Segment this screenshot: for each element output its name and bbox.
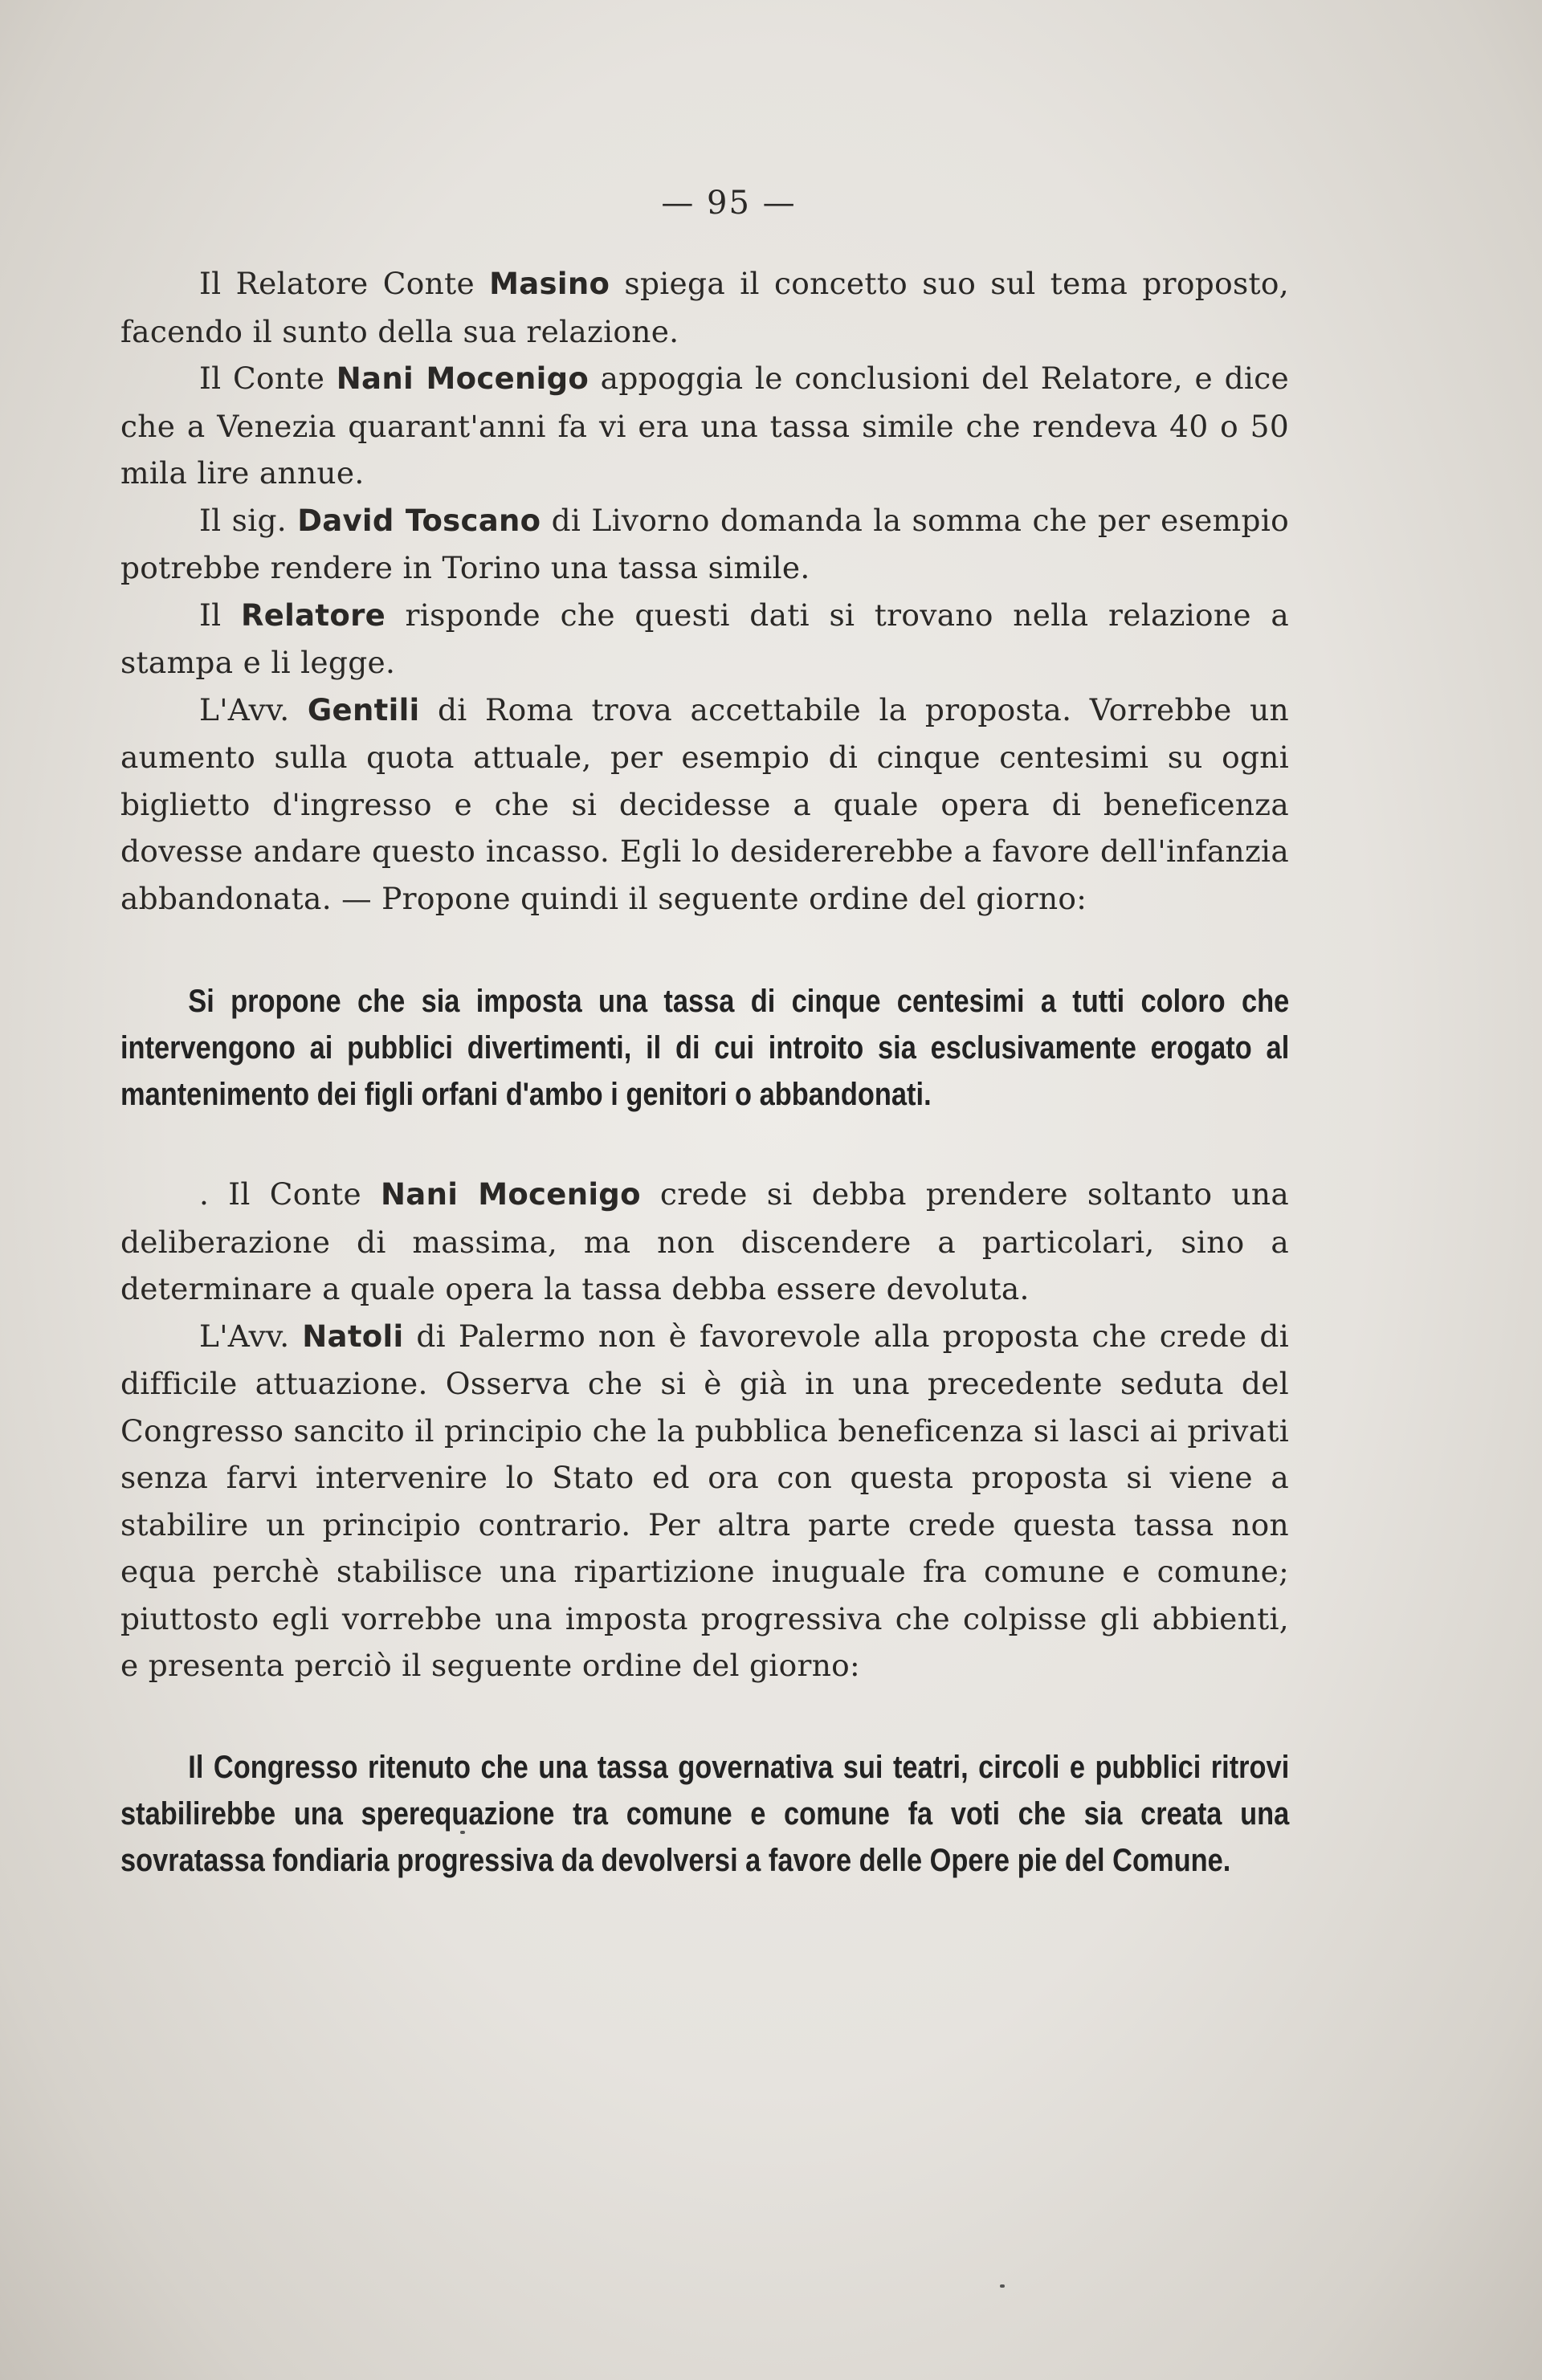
ink-speck <box>1000 2284 1005 2288</box>
paragraph-text: . Il Conte <box>199 1176 381 1212</box>
paragraph <box>120 355 1289 497</box>
paragraph-text: spiega il concetto suo sul tema proposto, facendo il sunto della sua relazione. <box>120 266 1289 349</box>
paragraph <box>120 1171 1289 1313</box>
page-number: — 95 — <box>661 185 797 222</box>
paragraph-text: Il sig. <box>199 502 298 538</box>
paragraph <box>120 1313 1289 1689</box>
paragraph-text: risponde che questi dati si trovano nella relazione a stampa e li legge. <box>120 597 1289 680</box>
paragraph-text: Il <box>199 597 241 633</box>
ink-speck <box>460 1831 465 1834</box>
paragraph-text: L'Avv. <box>199 1318 303 1354</box>
speaker-name: Nani Mocenigo <box>336 361 589 396</box>
paragraph-text: crede si debba prendere soltanto una deliberazione di massima, ma non discendere a particolari, sino a determinare a quale opera la tassa debba essere devoluta. <box>120 1176 1289 1306</box>
page-text <box>120 185 1289 1884</box>
paragraph-text: Il Conte <box>199 361 337 396</box>
speaker-name: Nani Mocenigo <box>381 1177 641 1212</box>
speaker-name: Natoli <box>302 1318 404 1354</box>
speaker-name: David Toscano <box>297 503 541 538</box>
resolution-congress: Il Congresso ritenuto che una tassa governativa sui teatri, circoli e pubblici ritrovi stabilirebbe una sperequazione tra comune e comune fa voti che sia creata una sovratassa fondiaria progressiva da devolversi a favore delle Opere pie del Comune. <box>120 1749 1290 1878</box>
paragraph-text: appoggia le conclusioni del Relatore, e dice che a Venezia quarant'anni fa vi era una tassa simile che rendeva 40 o 50 mila lire annue. <box>120 361 1290 491</box>
speaker-name: Gentili <box>307 692 420 727</box>
paragraph-text: di Roma trova accettabile la proposta. Vorrebbe un aumento sulla quota attuale, per esempio di cinque centesimi su ogni biglietto d'ingresso e che si decidesse a quale opera di beneficenza dovesse andare questo incasso. Egli lo desidererebbe a favore dell'infanzia abbandonata. — Propone quindi il seguente ordine del giorno: <box>120 691 1289 916</box>
paragraph <box>120 497 1289 592</box>
paragraph-text: di Livorno domanda la somma che per esempio potrebbe rendere in Torino una tassa simile. <box>120 502 1289 585</box>
paragraph <box>120 592 1289 687</box>
paragraph <box>120 687 1289 923</box>
speaker-name: Masino <box>489 267 610 301</box>
minutes-paragraphs-top <box>120 260 1289 922</box>
paragraph <box>120 260 1289 355</box>
speaker-name: Relatore <box>240 597 386 633</box>
minutes-paragraphs-bottom <box>120 1171 1289 1689</box>
resolution-proposal: Si propone che sia imposta una tassa di cinque centesimi a tutti coloro che intervengono ai pubblici divertimenti, il di cui introito sia esclusivamente erogato al mantenimento dei figli orfani d'ambo i genitori o abbandonati. <box>120 984 1290 1112</box>
paragraph-text: Il Relatore Conte <box>199 266 490 301</box>
paragraph-text: L'Avv. <box>199 691 308 727</box>
paragraph-text: di Palermo non è favorevole alla proposta che crede di difficile attuazione. Osserva che si è già in una precedente seduta del Congresso sancito il principio che la pubblica beneficenza si lasci ai privati senza farvi intervenire lo Stato ed ora con questa proposta si viene a stabilire un principio contrario. Per altra parte crede questa tassa non equa perchè stabilisce una ripartizione inuguale fra comune e comune; piuttosto egli vorrebbe una imposta progressiva che colpisse gli abbienti, e presenta perciò il seguente ordine del giorno: <box>120 1318 1289 1683</box>
